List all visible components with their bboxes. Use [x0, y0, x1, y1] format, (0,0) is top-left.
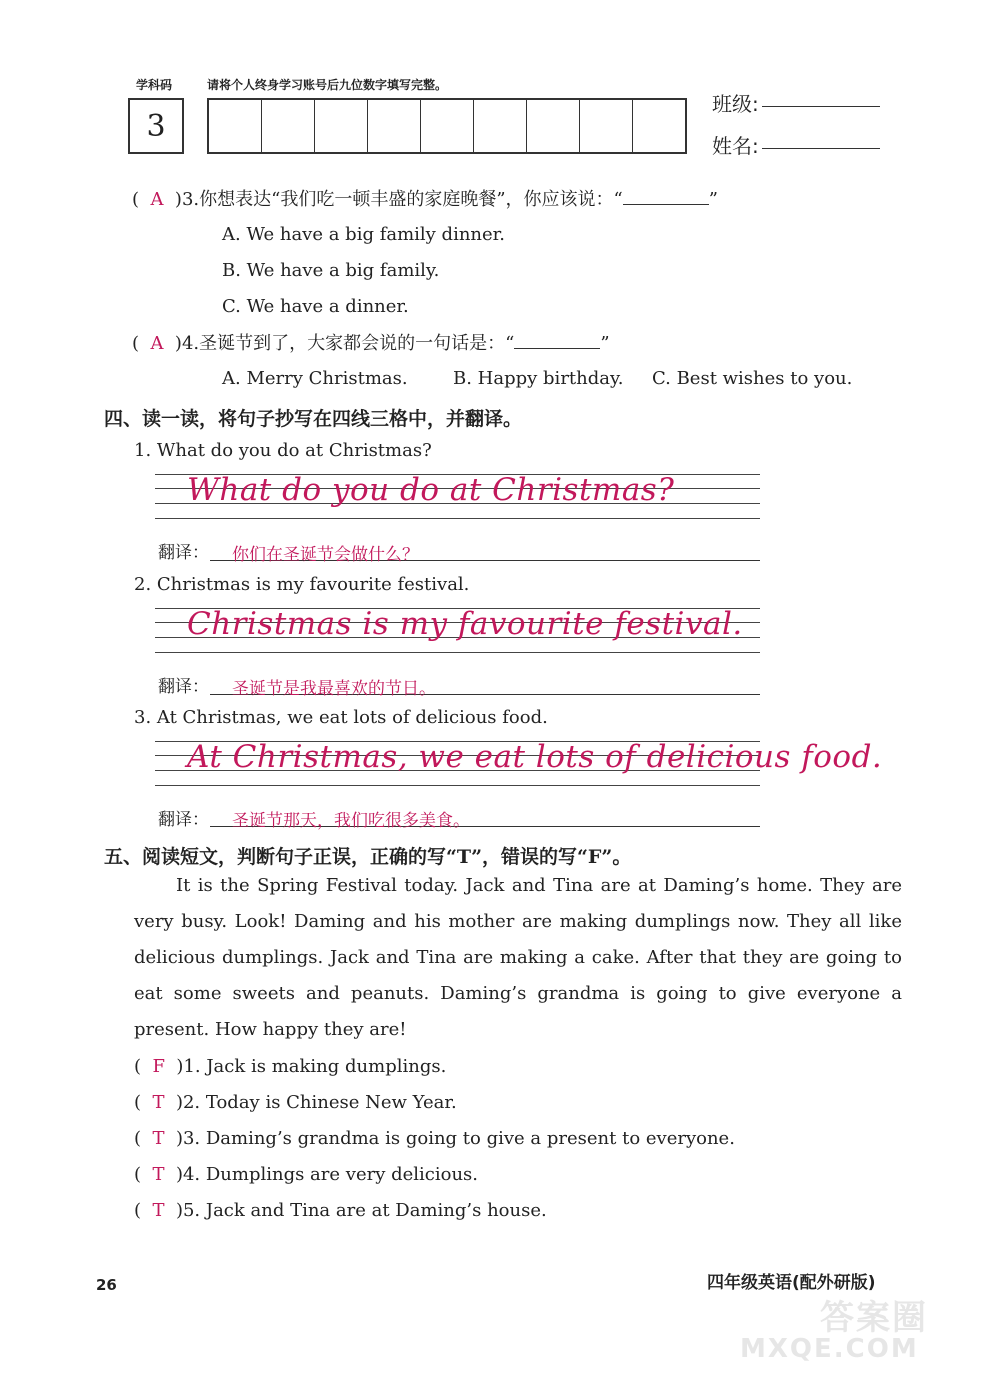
watermark-logo: 答案圈: [820, 1298, 928, 1338]
digit-box[interactable]: [474, 100, 527, 152]
question-number: 4.: [181, 333, 200, 354]
option-a: A. We have a big family dinner.: [222, 224, 506, 245]
tf-statement: )1. Jack is making dumplings.: [176, 1056, 447, 1077]
translation-label: 翻译：: [158, 677, 209, 697]
subject-code-box: [128, 98, 184, 154]
class-field[interactable]: [762, 106, 880, 107]
digit-box[interactable]: [580, 100, 633, 152]
tf-statement: )4. Dumplings are very delicious.: [175, 1164, 478, 1185]
answer-blank[interactable]: [623, 188, 709, 205]
tf-statement: )3. Daming’s grandma is going to give a present to everyone.: [175, 1128, 735, 1149]
tf-item-4: ( T )4. Dumplings are very delicious.: [134, 1164, 478, 1185]
account-instruction: 请将个人终身学习账号后九位数字填写完整。: [207, 78, 448, 92]
digit-box[interactable]: [209, 100, 262, 152]
copy-sentence-2: 2. Christmas is my favourite festival.: [134, 574, 470, 595]
account-digit-boxes[interactable]: [207, 98, 687, 154]
book-subject: 四年级英语: [707, 1273, 792, 1293]
answer-mark: A: [150, 333, 164, 354]
question-text: 圣诞节到了，大家都会说的一句话是：“: [199, 333, 515, 354]
option-a: A. Merry Christmas.: [222, 368, 408, 389]
copy-sentence-3: 3. At Christmas, we eat lots of delicious food.: [134, 707, 548, 728]
class-label: 班级:: [712, 92, 759, 116]
close-quote: ”: [708, 189, 718, 210]
tf-item-3: ( T )3. Daming’s grandma is going to give a present to everyone.: [134, 1128, 735, 1149]
subject-code-label: 学科码: [136, 78, 173, 92]
mc-question-3: ( A )3.你想表达“我们吃一顿丰盛的家庭晚餐”，你应该说：“ ”: [132, 189, 718, 210]
handwritten-copy-1: What do you do at Christmas?: [187, 472, 675, 508]
option-b: B. We have a big family.: [222, 260, 440, 281]
section-5-title: 五、阅读短文，判断句子正误，正确的写“T”，错误的写“F”。: [104, 846, 632, 868]
watermark-url: MXQE.COM: [740, 1334, 919, 1364]
mc-question-4: ( A )4.圣诞节到了，大家都会说的一句话是：“ ”: [132, 333, 610, 354]
answer-mark: T: [152, 1092, 165, 1113]
translation-field-3[interactable]: [210, 806, 760, 831]
translation-label: 翻译：: [158, 543, 209, 563]
question-number: 3.: [181, 189, 200, 210]
four-line-grid-1[interactable]: [155, 474, 760, 518]
name-field[interactable]: [762, 148, 880, 149]
question-text: 你想表达“我们吃一顿丰盛的家庭晚餐”，你应该说：“: [199, 189, 623, 210]
tf-item-2: ( T )2. Today is Chinese New Year.: [134, 1092, 457, 1113]
answer-mark: F: [152, 1056, 165, 1077]
reading-passage: It is the Spring Festival today. Jack and Tina are at Daming’s home. They are very busy. Look! Daming and his mother are making dumplings now. They all like delicious dumplings. Jack and Tina are making a cake. After that they are going to eat some sweets and peanuts. Daming’s grandma is going to give everyone a present. How happy they are!: [134, 875, 902, 1040]
tf-item-5: ( T )5. Jack and Tina are at Daming’s house.: [134, 1200, 547, 1221]
book-edition: (配外研版): [792, 1273, 876, 1293]
answer-mark: T: [152, 1164, 165, 1185]
translation-label: 翻译：: [158, 810, 209, 830]
answer-mark: T: [152, 1200, 165, 1221]
translation-answer-3: 圣诞节那天，我们吃很多美食。: [232, 811, 470, 831]
digit-box[interactable]: [421, 100, 474, 152]
digit-box[interactable]: [262, 100, 315, 152]
digit-box[interactable]: [315, 100, 368, 152]
translation-field-2[interactable]: [210, 674, 760, 699]
tf-statement: )5. Jack and Tina are at Daming’s house.: [175, 1200, 547, 1221]
answer-blank[interactable]: [514, 332, 600, 349]
answer-mark: T: [152, 1128, 165, 1149]
handwritten-copy-2: Christmas is my favourite festival.: [187, 606, 743, 642]
digit-box[interactable]: [527, 100, 580, 152]
translation-field-1[interactable]: [210, 540, 760, 565]
tf-statement: )2. Today is Chinese New Year.: [175, 1092, 457, 1113]
four-line-grid-2[interactable]: [155, 608, 760, 652]
four-line-grid-3[interactable]: [155, 739, 883, 785]
translation-answer-2: 圣诞节是我最喜欢的节日。: [232, 679, 436, 699]
translation-answer-1: 你们在圣诞节会做什么？: [232, 545, 419, 565]
handwritten-copy-3: At Christmas, we eat lots of delicious food.: [187, 739, 883, 775]
page-number: 26: [96, 1276, 117, 1294]
section-4-title: 四、读一读，将句子抄写在四线三格中，并翻译。: [104, 408, 523, 430]
digit-box[interactable]: [368, 100, 421, 152]
digit-box[interactable]: [633, 100, 685, 152]
option-c: C. Best wishes to you.: [652, 368, 853, 389]
name-label: 姓名:: [712, 134, 759, 158]
tf-item-1: ( F )1. Jack is making dumplings.: [134, 1056, 447, 1077]
answer-mark: A: [150, 189, 164, 210]
option-c: C. We have a dinner.: [222, 296, 409, 317]
subject-code-value: 3: [146, 108, 166, 144]
close-quote: ”: [600, 333, 610, 354]
copy-sentence-1: 1. What do you do at Christmas?: [134, 440, 432, 461]
option-b: B. Happy birthday.: [453, 368, 624, 389]
